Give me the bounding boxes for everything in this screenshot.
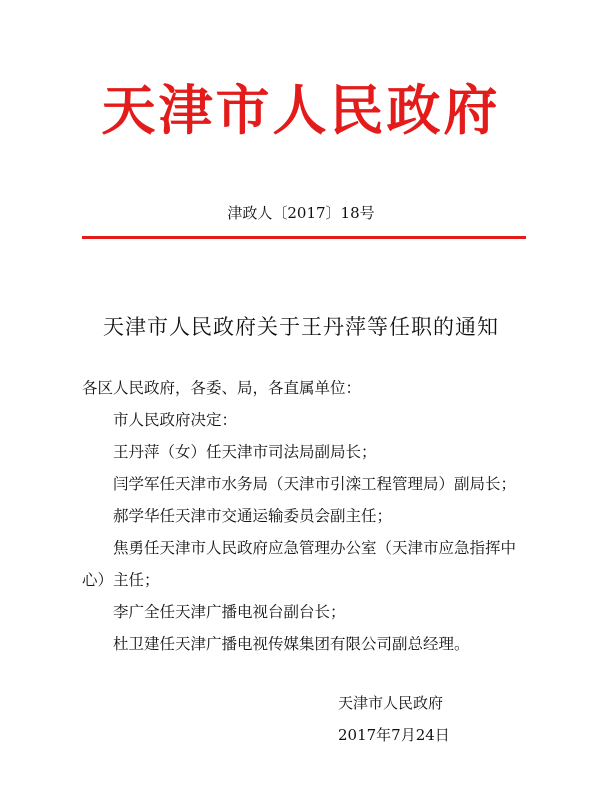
notice-body (82, 372, 532, 660)
signature-block (338, 687, 450, 751)
notice-addressee: 各区人民政府，各委、局，各直属单位： (82, 379, 362, 397)
notice-title: 天津市人民政府关于王丹萍等任职的通知 (103, 315, 499, 339)
appointment-item: 闫学军任天津市水务局（天津市引滦工程管理局）副局长； (113, 475, 517, 493)
red-divider-line (82, 236, 526, 239)
appointment-item: 王丹萍（女）任天津市司法局副局长； (113, 443, 377, 461)
decision-intro: 市人民政府决定： (113, 411, 238, 429)
signature-date: 2017年7月24日 (338, 726, 450, 744)
signature-issuer: 天津市人民政府 (338, 694, 444, 712)
appointment-item: 李广全任天津广播电视台副台长； (113, 603, 346, 621)
appointment-item: 郝学华任天津市交通运输委员会副主任； (113, 507, 393, 525)
appointment-item: 焦勇任天津市人民政府应急管理办公室（天津市应急指挥中心）主任； (82, 539, 517, 589)
document-header-issuer: 天津市人民政府 (101, 78, 501, 142)
document-number: 津政人〔2017〕18号 (227, 204, 375, 222)
appointment-item: 杜卫建任天津广播电视传媒集团有限公司副总经理。 (113, 635, 470, 653)
